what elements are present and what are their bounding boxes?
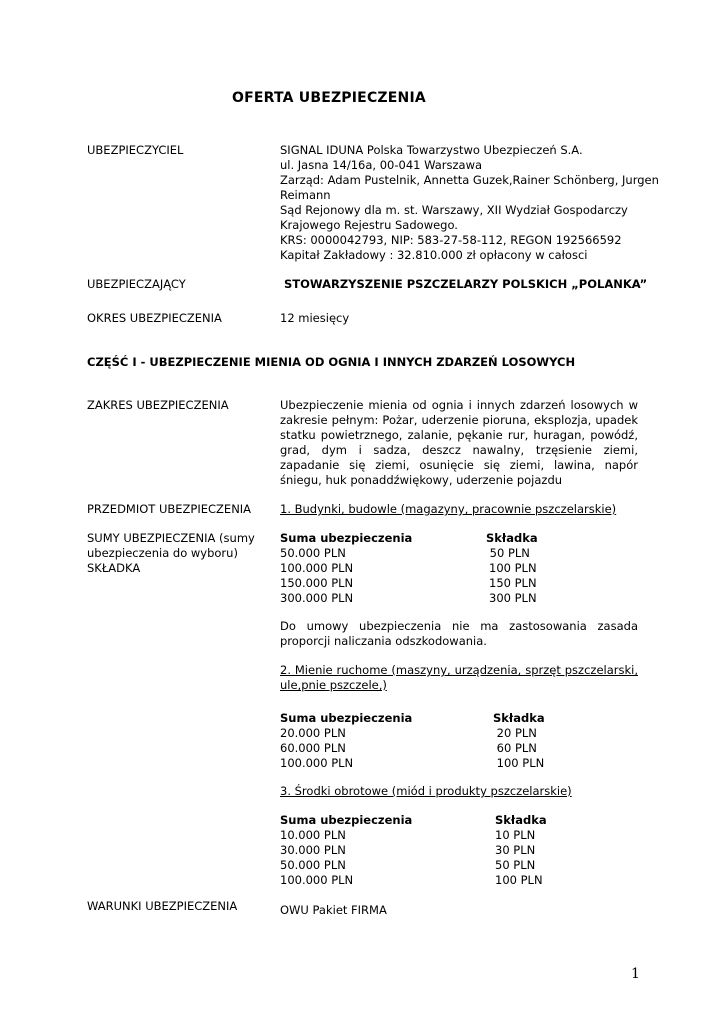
sums-label-line: ubezpieczenia do wyboru): [87, 546, 238, 560]
sums-table-1: [280, 531, 580, 606]
sum-cell: 50.000 PLN: [280, 858, 346, 872]
insured-value: STOWARZYSZENIE PSZCZELARZY POLSKICH „POLANKA”: [284, 277, 648, 291]
item2-title-line1: 2. Mienie ruchome (maszyny, urządzenia, sprzęt pszczelarski,: [280, 663, 638, 677]
insurer-label: UBEZPIECZYCIEL: [87, 143, 184, 157]
header-premium: Składka: [486, 531, 538, 545]
insurer-line: SIGNAL IDUNA Polska Towarzystwo Ubezpieczeń S.A.: [280, 143, 583, 157]
insurer-line: ul. Jasna 14/16a, 00-041 Warszawa: [280, 158, 483, 172]
insurer-line: Sąd Rejonowy dla m. st. Warszawy, XII Wydział Gospodarczy: [280, 203, 628, 217]
sum-cell: 150.000 PLN: [280, 576, 354, 590]
premium-cell: 300 PLN: [489, 591, 537, 605]
table-row: [280, 873, 580, 888]
header-sum: Suma ubezpieczenia: [280, 531, 413, 545]
premium-cell: 150 PLN: [489, 576, 537, 590]
sums-label-line: SUMY UBEZPIECZENIA (sumy: [87, 531, 255, 545]
conditions-value: OWU Pakiet FIRMA: [280, 903, 387, 917]
table-row: [280, 726, 580, 741]
premium-cell: 50 PLN: [486, 546, 530, 560]
premium-cell: 30 PLN: [495, 843, 536, 857]
sums-label: [87, 531, 255, 576]
table-row: [280, 591, 580, 606]
table-header: [280, 531, 580, 546]
subject-value: 1. Budynki, budowle (magazyny, pracownie pszczelarskie): [280, 502, 617, 516]
item2-title-line2: ule,pnie pszczele,): [280, 678, 387, 692]
period-value: 12 miesięcy: [280, 311, 350, 325]
page-number: 1: [631, 966, 640, 982]
header-sum: Suma ubezpieczenia: [280, 711, 413, 725]
sum-cell: 60.000 PLN: [280, 741, 346, 755]
table-row: [280, 858, 580, 873]
insurer-line: Kapitał Zakładowy : 32.810.000 zł opłacony w całosci: [280, 248, 588, 262]
table-header: [280, 711, 580, 726]
sum-cell: 300.000 PLN: [280, 591, 354, 605]
document-title: OFERTA UBEZPIECZENIA: [232, 90, 426, 106]
insured-label: UBEZPIECZAJĄCY: [87, 277, 186, 291]
insurer-line: Krajowego Rejestru Sadowego.: [280, 218, 458, 232]
scope-text: Ubezpieczenie mienia od ognia i innych zdarzeń losowych w zakresie pełnym: Pożar, uderzenie pioruna, eksplozja, upadek statku powietrznego, zalanie, pękanie rur, huragan, powódź, grad, dym i sadza, deszcz nawalny, trzęsienie ziemi, zapadanie się ziemi, osunięcie się ziemi, lawina, napór śniegu, huk ponaddźwiękowy, uderzenie pojazdu: [280, 398, 638, 487]
table-row: [280, 741, 580, 756]
sum-cell: 20.000 PLN: [280, 726, 346, 740]
sum-cell: 100.000 PLN: [280, 756, 354, 770]
insurer-line: Reimann: [280, 188, 331, 202]
table-row: [280, 576, 580, 591]
sum-cell: 10.000 PLN: [280, 828, 346, 842]
premium-cell: 50 PLN: [495, 858, 536, 872]
table-row: [280, 843, 580, 858]
proportion-note: Do umowy ubezpieczenia nie ma zastosowania zasada proporcji naliczania odszkodowania.: [280, 619, 638, 648]
premium-cell: 10 PLN: [495, 828, 536, 842]
sums-label-line: SKŁADKA: [87, 561, 141, 575]
premium-cell: 100 PLN: [493, 756, 545, 770]
table-header: [280, 813, 580, 828]
section-title: CZĘŚĆ I - UBEZPIECZENIE MIENIA OD OGNIA I INNYCH ZDARZEŃ LOSOWYCH: [87, 355, 576, 369]
conditions-label: WARUNKI UBEZPIECZENIA: [87, 899, 238, 913]
insurer-line: Zarząd: Adam Pustelnik, Annetta Guzek,Rainer Schönberg, Jurgen: [280, 173, 659, 187]
table-row: [280, 828, 580, 843]
sum-cell: 100.000 PLN: [280, 873, 354, 887]
subject-label: PRZEDMIOT UBEZPIECZENIA: [87, 502, 252, 516]
period-label: OKRES UBEZPIECZENIA: [87, 311, 222, 325]
sum-cell: 50.000 PLN: [280, 546, 346, 560]
sum-cell: 30.000 PLN: [280, 843, 346, 857]
table-row: [280, 546, 580, 561]
header-sum: Suma ubezpieczenia: [280, 813, 413, 827]
item3-title: 3. Środki obrotowe (miód i produkty pszczelarskie): [280, 784, 572, 798]
premium-cell: 20 PLN: [493, 726, 537, 740]
premium-cell: 100 PLN: [489, 561, 537, 575]
table-row: [280, 561, 580, 576]
scope-label: ZAKRES UBEZPIECZENIA: [87, 398, 229, 412]
header-premium: Składka: [495, 813, 547, 827]
insurer-line: KRS: 0000042793, NIP: 583-27-58-112, REGON 192566592: [280, 233, 622, 247]
insurer-details: [280, 143, 659, 263]
sum-cell: 100.000 PLN: [280, 561, 354, 575]
header-premium: Składka: [493, 711, 545, 725]
table-row: [280, 756, 580, 771]
sums-table-3: [280, 813, 580, 888]
premium-cell: 60 PLN: [493, 741, 537, 755]
premium-cell: 100 PLN: [495, 873, 543, 887]
sums-table-2: [280, 711, 580, 771]
